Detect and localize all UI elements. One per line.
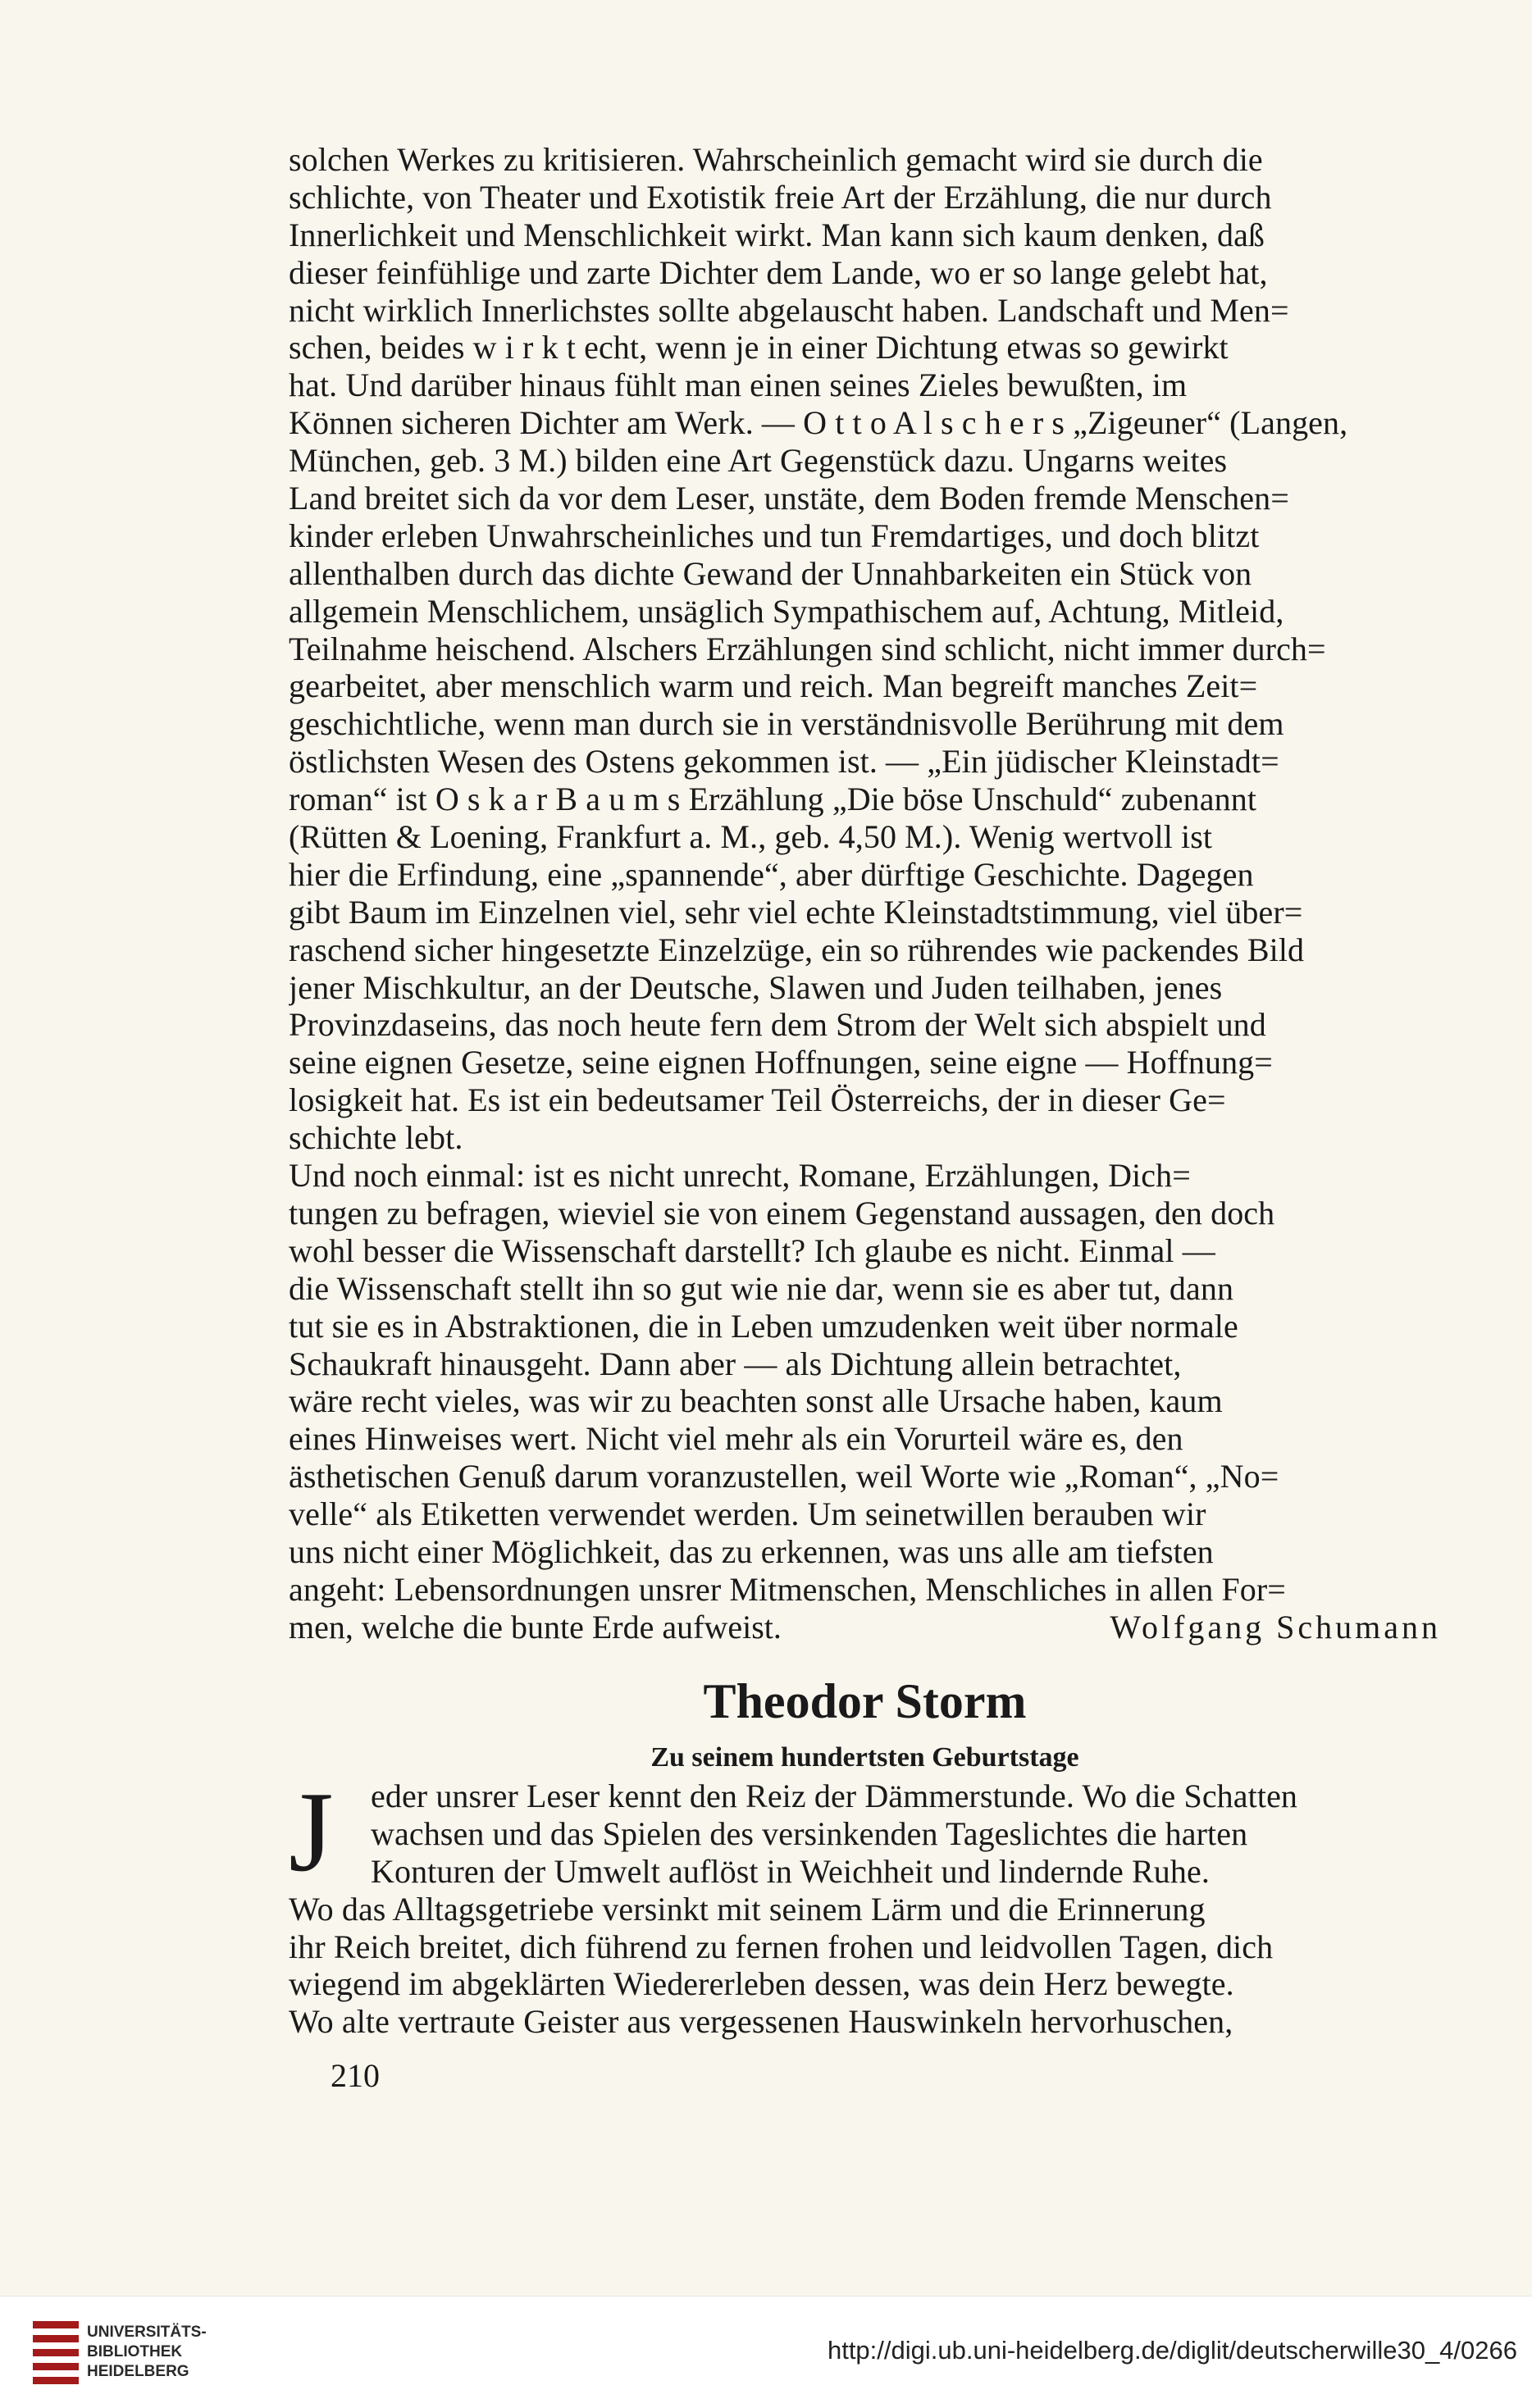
dropcap-letter: J (289, 1768, 334, 1896)
text-line: allenthalben durch das dichte Gewand der Unnahbarkeiten ein Stück von (289, 554, 1252, 592)
text-line: jener Mischkultur, an der Deutsche, Slawen und Juden teilhaben, jenes (289, 968, 1223, 1006)
text-line: hat. Und darüber hinaus fühlt man einen seines Zieles bewußten, im (289, 366, 1188, 404)
page-number: 210 (331, 2057, 380, 2094)
text-line: tungen zu befragen, wieviel sie von einem Gegenstand aussagen, den doch (289, 1194, 1275, 1231)
library-name-line: UNIVERSITÄTS- (87, 2324, 207, 2341)
text-line: (Rütten & Loening, Frankfurt a. M., geb. 4,50 M.). Wenig wertvoll ist (289, 818, 1213, 856)
text-line: Provinzdaseins, das noch heute fern dem Strom der Welt sich abspielt und (289, 1006, 1266, 1044)
section-title: Theodor Storm (703, 1674, 1027, 1728)
library-logo-icon (33, 2321, 79, 2385)
text-line: gibt Baum im Einzelnen viel, sehr viel echte Kleinstadtstimmung, viel über= (289, 893, 1303, 931)
text-line: die Wissenschaft stellt ihn so gut wie nie dar, wenn sie es aber tut, dann (289, 1269, 1234, 1307)
text-line: Schaukraft hinausgeht. Dann aber — als Dichtung allein betrachtet, (289, 1345, 1182, 1382)
text-line: raschend sicher hingesetzte Einzelzüge, ein so rührendes wie packendes Bild (289, 931, 1305, 968)
author-signature: Wolfgang Schumann (1110, 1609, 1441, 1646)
text-line: velle“ als Etiketten verwendet werden. Um seinetwillen berauben wir (289, 1495, 1206, 1533)
text-line: Teilnahme heischend. Alschers Erzählungen sind schlicht, nicht immer durch= (289, 630, 1326, 667)
text-line: seine eignen Gesetze, seine eignen Hoffnungen, seine eigne — Hoffnung= (289, 1044, 1273, 1081)
text-line: eder unsrer Leser kennt den Reiz der Dämmerstunde. Wo die Schatten (371, 1778, 1298, 1814)
text-line: solchen Werkes zu kritisieren. Wahrscheinlich gemacht wird sie durch die (289, 141, 1263, 178)
text-line: dieser feinfühlige und zarte Dichter dem Lande, wo er so lange gelebt hat, (289, 253, 1268, 291)
text-line: wäre recht vieles, was wir zu beachten sonst alle Ursache haben, kaum (289, 1382, 1223, 1420)
text-line: nicht wirklich Innerlichstes sollte abgelauscht haben. Landschaft und Men= (289, 291, 1289, 329)
text-line: allgemein Menschlichem, unsäglich Sympathischem auf, Achtung, Mitleid, (289, 592, 1284, 630)
text-line: ästhetischen Genuß darum voranzustellen, weil Worte wie „Roman“, „No= (289, 1458, 1279, 1495)
text-line: kinder erleben Unwahrscheinliches und tun Fremdartiges, und doch blitzt (289, 517, 1260, 554)
review-body-text (289, 141, 1441, 1609)
closing-paragraph (289, 1609, 1441, 1646)
text-line: östlichsten Wesen des Ostens gekommen ist. — „Ein jüdischer Kleinstadt= (289, 743, 1279, 781)
library-name (87, 2323, 207, 2382)
text-line: geschichtliche, wenn man durch sie in verständnisvolle Berührung mit dem (289, 705, 1284, 743)
footer-bar (0, 2296, 1532, 2408)
text-line: Wo alte vertraute Geister aus vergessenen Hauswinkeln hervorhuschen, (289, 2003, 1233, 2041)
library-name-line: HEIDELBERG (87, 2363, 189, 2380)
text-line: losigkeit hat. Es ist ein bedeutsamer Teil Österreichs, der in dieser Ge= (289, 1081, 1226, 1119)
text-line: wohl besser die Wissenschaft darstellt? Ich glaube es nicht. Einmal — (289, 1231, 1215, 1269)
text-line: schlichte, von Theater und Exotistik freie Art der Erzählung, die nur durch (289, 178, 1272, 216)
article-body (289, 1768, 1441, 2041)
text-line: Innerlichkeit und Menschlichkeit wirkt. Man kann sich kaum denken, daß (289, 216, 1265, 253)
dropcap-paragraph (289, 1768, 1441, 1896)
text-line: uns nicht einer Möglichkeit, das zu erkennen, was uns alle am tiefsten (289, 1532, 1214, 1570)
text-line: schichte lebt. (289, 1119, 463, 1157)
text-line: Können sicheren Dichter am Werk. — O t t o A l s c h e r s „Zigeuner“ (Langen, (289, 404, 1348, 442)
signature-line (289, 1609, 1441, 1646)
text-line: eines Hinweises wert. Nicht viel mehr als ein Vorurteil wäre es, den (289, 1420, 1183, 1458)
text-line: Konturen der Umwelt auflöst in Weichheit und lindernde Ruhe. (371, 1852, 1210, 1890)
text-line: tut sie es in Abstraktionen, die in Leben umzudenken weit über normale (289, 1307, 1238, 1345)
text-line: Wo das Alltagsgetriebe versinkt mit seinem Lärm und die Erinnerung (289, 1890, 1206, 1928)
text-line: ihr Reich breitet, dich führend zu fernen frohen und leidvollen Tagen, dich (289, 1928, 1274, 1965)
text-line: roman“ ist O s k a r B a u m s Erzählung „Die böse Unschuld“ zubenannt (289, 781, 1257, 818)
text-line: Land breitet sich da vor dem Leser, unstäte, dem Boden fremde Menschen= (289, 480, 1289, 517)
text-line: wiegend im abgeklärten Wiedererleben dessen, was dein Herz bewegte. (289, 1965, 1234, 2003)
library-name-line: BIBLIOTHEK (87, 2343, 183, 2360)
source-url-link[interactable]: http://digi.ub.uni-heidelberg.de/diglit/deutscherwille30_4/0266 (827, 2336, 1517, 2365)
section-subtitle: Zu seinem hundertsten Geburtstage (650, 1742, 1079, 1773)
text-line: München, geb. 3 M.) bilden eine Art Gegenstück dazu. Ungarns weites (289, 442, 1228, 480)
text-line: hier die Erfindung, eine „spannende“, aber dürftige Geschichte. Dagegen (289, 855, 1254, 893)
closing-line: men, welche die bunte Erde aufweist. (289, 1609, 782, 1646)
text-line: Und noch einmal: ist es nicht unrecht, Romane, Erzählungen, Dich= (289, 1157, 1191, 1195)
text-line: gearbeitet, aber menschlich warm und reich. Man begreift manches Zeit= (289, 667, 1258, 705)
text-line: angeht: Lebensordnungen unsrer Mitmenschen, Menschliches in allen For= (289, 1570, 1286, 1608)
text-line: schen, beides w i r k t echt, wenn je in einer Dichtung etwas so gewirkt (289, 329, 1229, 366)
text-line: wachsen und das Spielen des versinkenden Tageslichtes die harten (371, 1814, 1248, 1852)
